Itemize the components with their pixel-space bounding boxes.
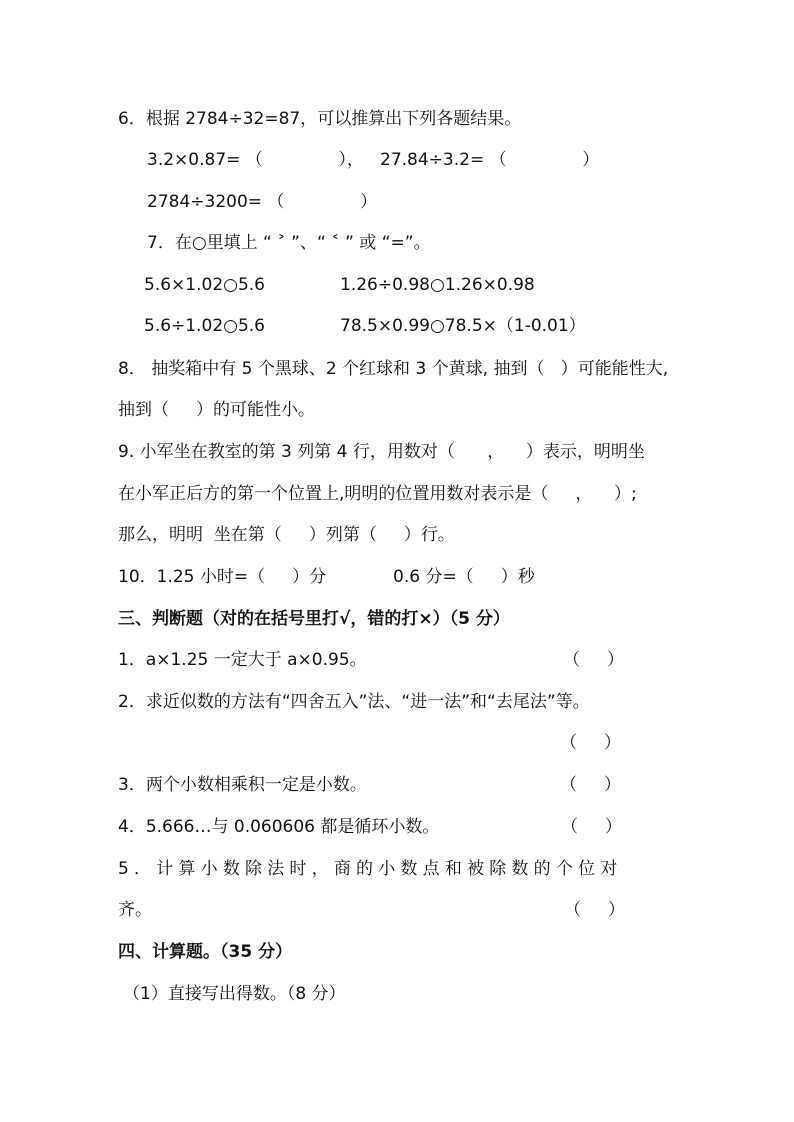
judgment-item-5-cont: 齐。 — [118, 900, 152, 920]
judgment-item-4: 4．5.666…与 0.060606 都是循环小数。 — [118, 817, 440, 837]
q7-item-c: 5.6÷1.02○5.6 — [144, 316, 266, 336]
q6-item-b: 27.84÷3.2= （ ） — [380, 150, 600, 170]
section-4-heading: 四、计算题。（35 分） — [118, 942, 293, 962]
q10-item-a: 10．1.25 小时=（ ）分 — [118, 567, 327, 587]
q9-line-2: 在小军正后方的第一个位置上,明明的位置用数对表示是（ ， ）; — [118, 484, 637, 504]
q9-line-3: 那么，明明 坐在第（ ）列第（ ）行。 — [118, 525, 455, 545]
q9-line-1: 9. 小军坐在教室的第 3 列第 4 行，用数对（ ， ）表示，明明坐 — [118, 442, 645, 462]
section-3-heading: 三、判断题（对的在括号里打√，错的打×）（5 分） — [118, 609, 510, 629]
judgment-item-2: 2．求近似数的方法有“四舍五入”法、“进一法”和“去尾法”等。 — [118, 692, 590, 712]
q7-item-b: 1.26÷0.98○1.26×0.98 — [340, 275, 535, 295]
section-4-subheading: （1）直接写出得数。（8 分） — [123, 984, 346, 1004]
q6-item-a: 3.2×0.87= （ ）， — [147, 150, 364, 170]
q7-item-a: 5.6×1.02○5.6 — [144, 275, 266, 295]
q7-text: 7．在○里填上 “ ˃ ”、“ ˂ ” 或 “=”。 — [147, 233, 431, 253]
judgment-answer-2[interactable]: （ ） — [560, 733, 622, 753]
q10-item-b: 0.6 分=（ ）秒 — [393, 567, 535, 587]
judgment-item-3: 3．两个小数相乘积一定是小数。 — [118, 775, 367, 795]
q8-line-2: 抽到（ ）的可能性小。 — [118, 400, 316, 420]
judgment-answer-1[interactable]: （ ） — [563, 650, 625, 670]
q8-line-1: 8． 抽奖箱中有 5 个黑球、2 个红球和 3 个黄球, 抽到（ ）可能能性大, — [118, 359, 669, 379]
judgment-answer-3[interactable]: （ ） — [560, 775, 622, 795]
judgment-item-5: 5．计算小数除法时，商的小数点和被除数的个位对 — [118, 859, 623, 879]
q7-item-d: 78.5×0.99○78.5×（1-0.01） — [340, 316, 586, 336]
judgment-item-1: 1．a×1.25 一定大于 a×0.95。 — [118, 650, 367, 670]
judgment-answer-5[interactable]: （ ） — [564, 900, 626, 920]
judgment-answer-4[interactable]: （ ） — [561, 817, 623, 837]
q6-item-c: 2784÷3200= （ ） — [147, 192, 378, 212]
q6-text: 6．根据 2784÷32=87，可以推算出下列各题结果。 — [118, 109, 522, 129]
